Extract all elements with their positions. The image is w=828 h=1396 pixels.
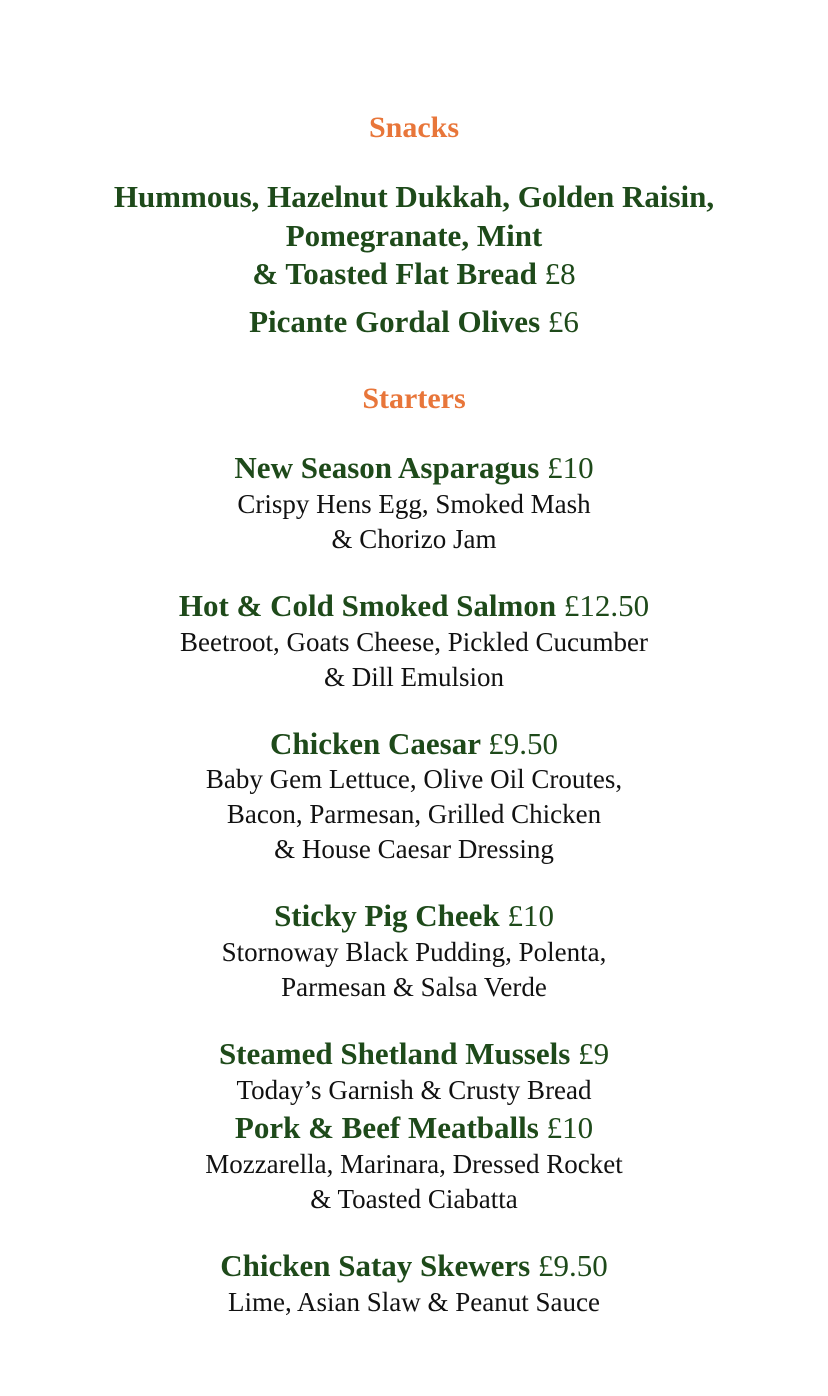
menu-item-price: £10 — [547, 450, 594, 485]
menu-item-description: Mozzarella, Marinara, Dressed Rocket — [205, 1149, 623, 1179]
menu-item-description: Stornoway Black Pudding, Polenta, — [221, 937, 607, 967]
menu-item-price: £9.50 — [488, 726, 558, 761]
menu-item — [0, 1036, 828, 1072]
menu-item-name: New Season Asparagus — [234, 450, 540, 485]
menu-item — [0, 450, 828, 486]
menu-item — [0, 1110, 828, 1146]
menu-item-price: £12.50 — [563, 588, 650, 623]
menu-item — [0, 1248, 828, 1284]
menu-item-price: £9 — [578, 1036, 610, 1071]
menu-item — [0, 588, 828, 624]
menu-item-description: & House Caesar Dressing — [274, 834, 554, 864]
menu-item-description: Parmesan & Salsa Verde — [281, 972, 547, 1002]
menu-item-name: Steamed Shetland Mussels — [218, 1036, 571, 1071]
menu-item-name: Chicken Satay Skewers — [220, 1248, 531, 1283]
menu-item-description: Bacon, Parmesan, Grilled Chicken — [226, 799, 602, 829]
menu-item — [0, 726, 828, 762]
menu-item-description: Lime, Asian Slaw & Peanut Sauce — [228, 1287, 600, 1317]
menu-item-name: Sticky Pig Cheek — [274, 898, 500, 933]
menu-item — [0, 256, 828, 292]
menu-item-description: & Toasted Ciabatta — [310, 1184, 518, 1214]
section-heading-snacks: Snacks — [368, 111, 460, 144]
menu-item-description: Baby Gem Lettuce, Olive Oil Croutes, — [205, 764, 623, 794]
menu-item-price: £9.50 — [538, 1248, 608, 1283]
menu-item — [0, 898, 828, 934]
menu-item-description: Today’s Garnish & Crusty Bread — [236, 1075, 592, 1105]
menu-item-description: Crispy Hens Egg, Smoked Mash — [237, 489, 591, 519]
section-heading-starters: Starters — [362, 382, 466, 415]
menu-item — [0, 304, 828, 340]
menu-item-description: & Dill Emulsion — [323, 662, 504, 692]
menu-item-name: Pork & Beef Meatballs — [234, 1110, 539, 1145]
menu-item-description: Beetroot, Goats Cheese, Pickled Cucumber — [180, 627, 648, 657]
menu-item-name: Chicken Caesar — [270, 726, 481, 761]
menu-item-price: £10 — [546, 1110, 594, 1145]
menu-item-name: Hot & Cold Smoked Salmon — [178, 588, 557, 623]
menu-item-name: Hummous, Hazelnut Dukkah, Golden Raisin, — [113, 179, 715, 214]
menu-item-name: Pomegranate, Mint — [285, 218, 543, 253]
menu-item-price: £6 — [547, 304, 579, 339]
menu-item-description: & Chorizo Jam — [331, 524, 497, 554]
menu-item-name: Picante Gordal Olives — [249, 304, 541, 339]
menu-item-name: & Toasted Flat Bread — [252, 256, 537, 291]
menu-item-price: £8 — [544, 256, 576, 291]
menu-item-price: £10 — [507, 898, 554, 933]
